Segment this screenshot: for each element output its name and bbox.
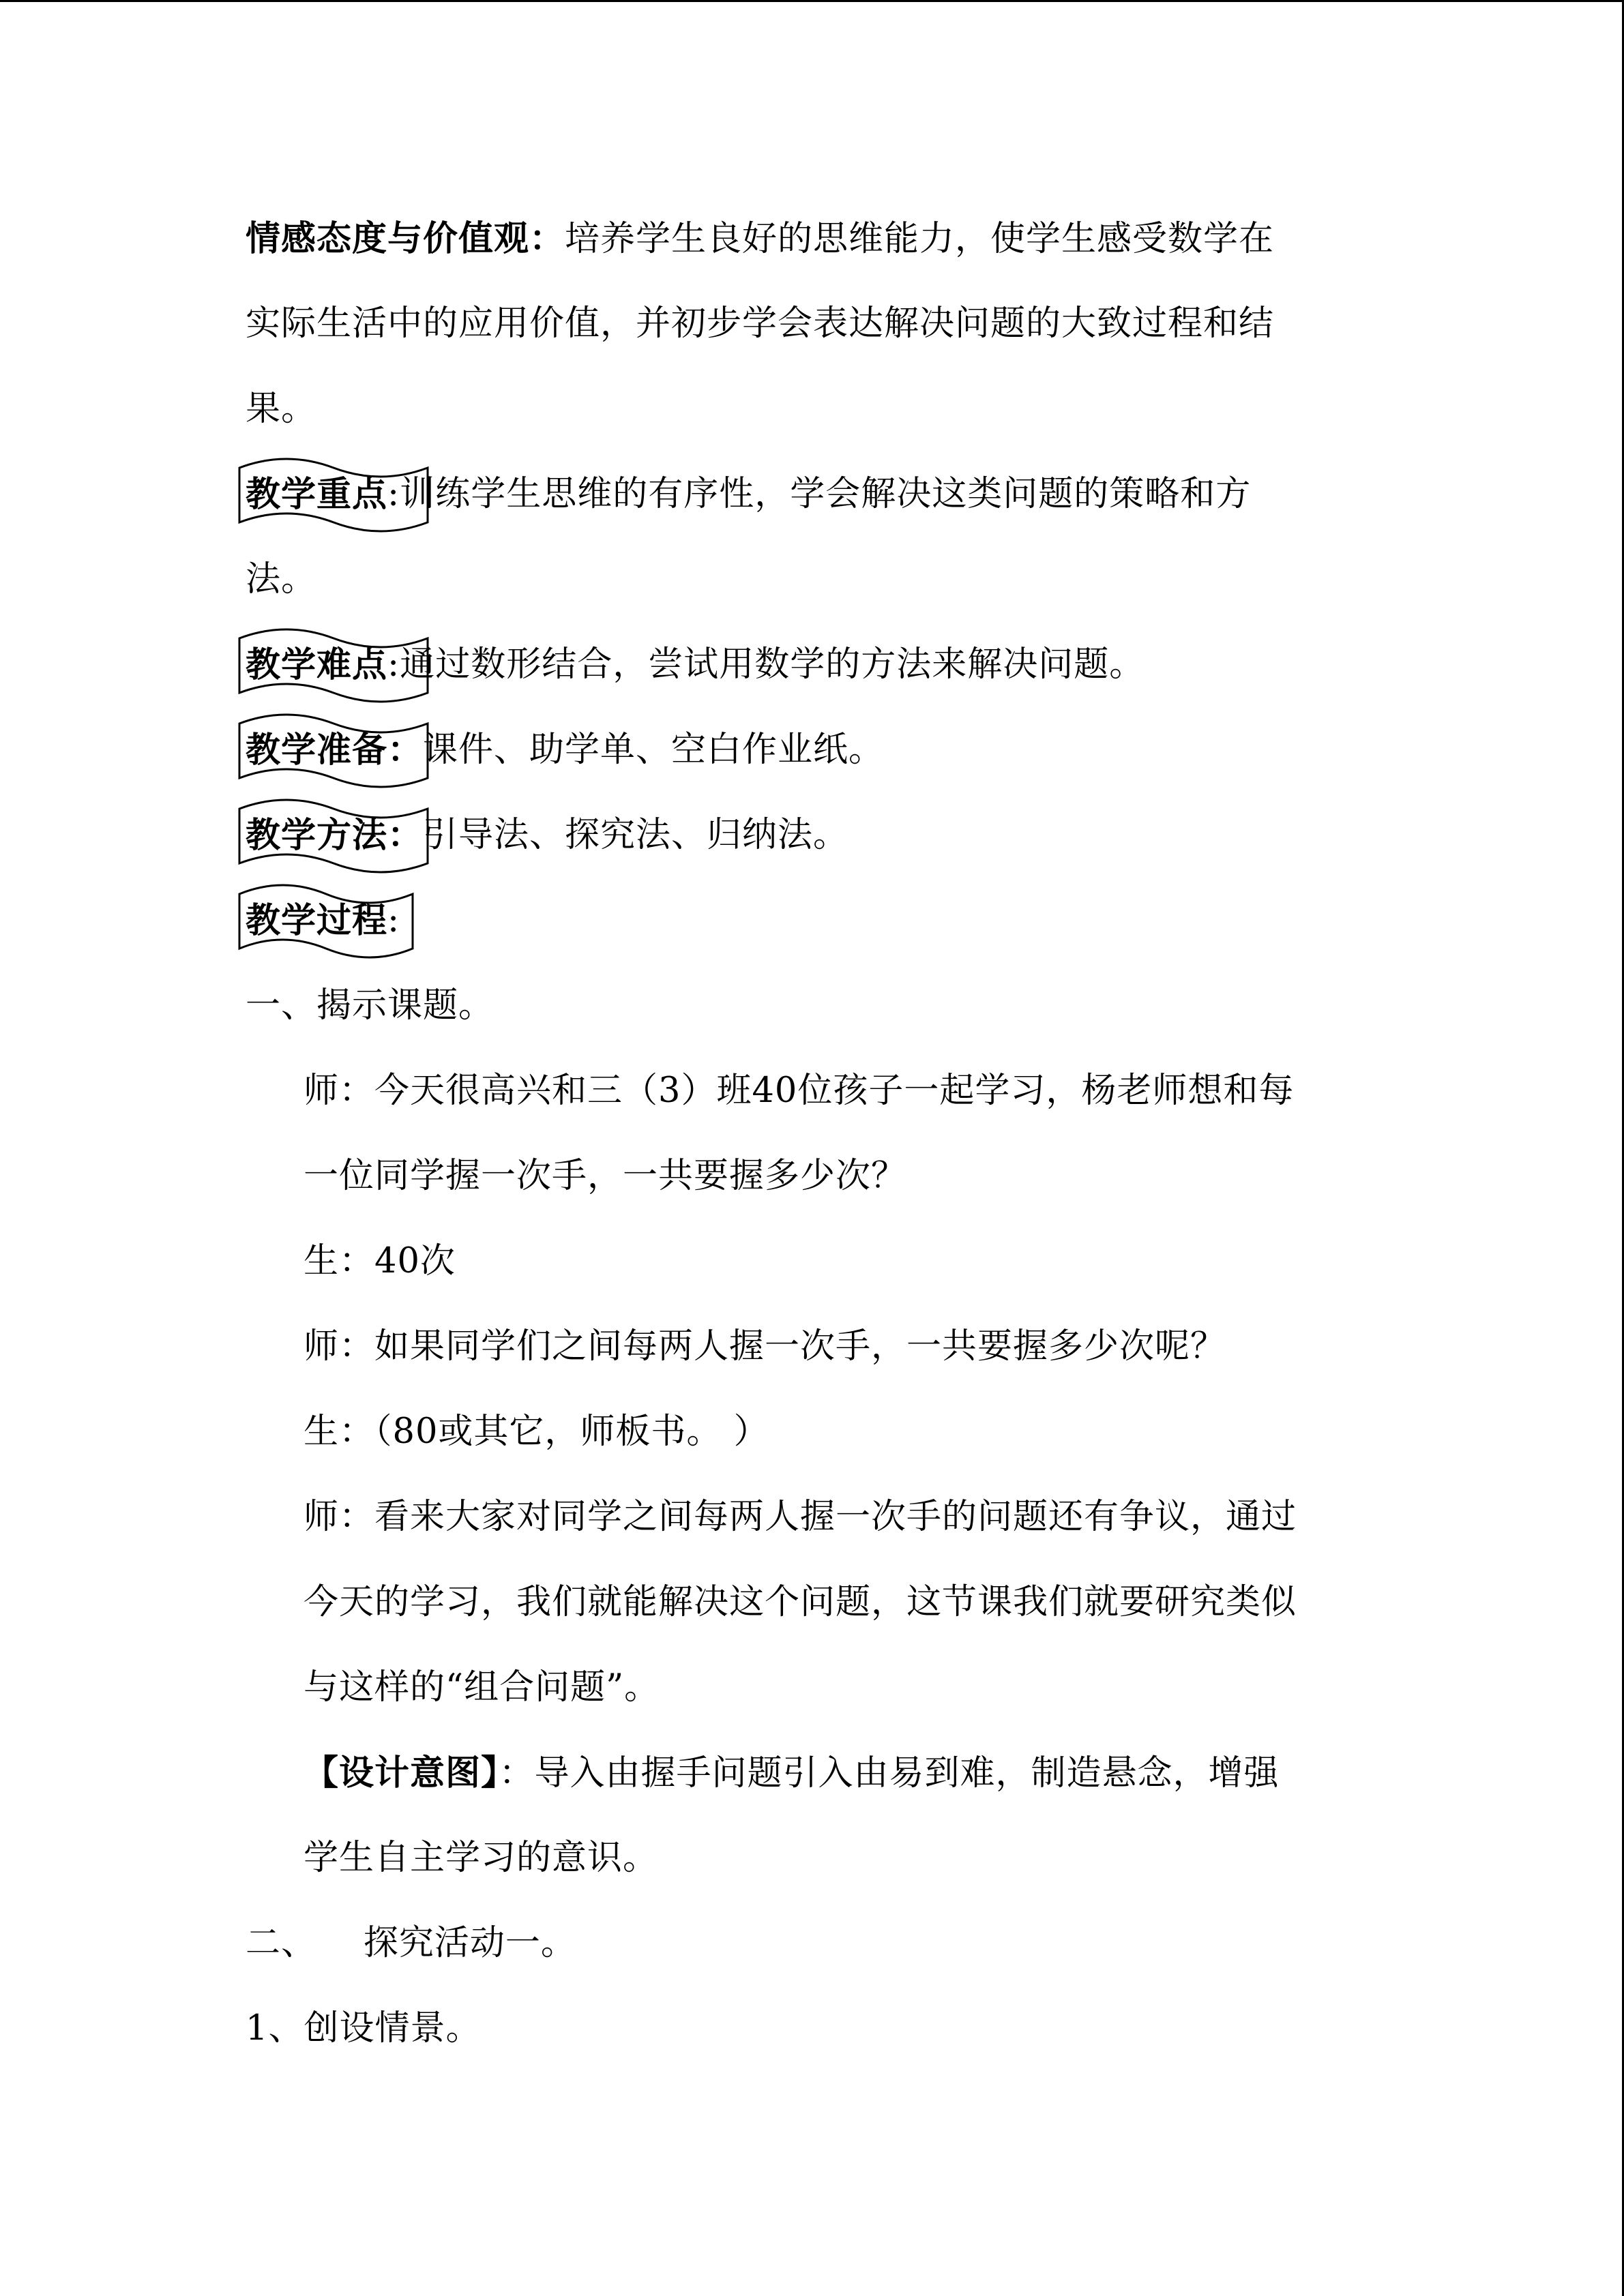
- student-line-2: 生：（80或其它，师板书。 ）: [304, 1412, 769, 1452]
- design-intent-label: 【设计意图】: [304, 1753, 499, 1793]
- key-point-line-2: 法。: [246, 559, 317, 599]
- key-point-line-1: [246, 471, 1251, 518]
- method-banner: [246, 811, 423, 860]
- teacher-line-3a: 师：看来大家对同学之间每两人握一次手的问题还有争议，通过: [304, 1497, 1297, 1537]
- emotion-label: 情感态度与价值观：: [246, 218, 565, 259]
- process-banner: [246, 897, 387, 945]
- teacher-line-3c: 与这样的“组合问题”。: [304, 1667, 660, 1708]
- preparation-text: 课件、助学单、空白作业纸。: [423, 730, 885, 770]
- method-line: [246, 811, 848, 859]
- teacher-line-2: 师：如果同学们之间每两人握一次手，一共要握多少次呢？: [304, 1326, 1226, 1367]
- design-intent-text: ：导入由握手问题引入由易到难，制造悬念，增强: [499, 1753, 1280, 1793]
- preparation-banner: [246, 726, 423, 775]
- process-label: 教学过程: [246, 899, 388, 941]
- teacher-line-1a: 师：今天很高兴和三（3）班40位孩子一起学习，杨老师想和每: [304, 1071, 1295, 1111]
- key-point-banner: [246, 471, 387, 519]
- key-point-label: 教学重点: [246, 473, 388, 515]
- process-line: [246, 897, 400, 944]
- teacher-line-1b: 一位同学握一次手，一共要握多少次？: [304, 1156, 907, 1196]
- teacher-line-3b: 今天的学习，我们就能解决这个问题，这节课我们就要研究类似: [304, 1582, 1297, 1622]
- emotion-line-3: 果。: [246, 389, 317, 429]
- section2-subheading: 1、创设情景。: [246, 2008, 482, 2048]
- section2-heading: 二、 探究活动一。: [246, 1923, 576, 1963]
- emotion-line-2: 实际生活中的应用价值，并初步学会表达解决问题的大致过程和结: [246, 303, 1275, 344]
- key-point-text: :训练学生思维的有序性，学会解决这类问题的策略和方: [387, 474, 1252, 514]
- student-line-1: 生：40次: [304, 1241, 456, 1281]
- difficulty-text: :通过数形结合，尝试用数学的方法来解决问题。: [387, 644, 1145, 685]
- method-label: 教学方法：: [246, 814, 424, 856]
- design-intent-line-1: [304, 1749, 1280, 1797]
- preparation-label: 教学准备：: [246, 729, 424, 771]
- process-colon: :: [387, 900, 400, 940]
- emotion-text-1: 培养学生良好的思维能力，使学生感受数学在: [565, 219, 1275, 259]
- difficulty-line: [246, 641, 1145, 689]
- section1-heading: 一、揭示课题。: [246, 985, 494, 1026]
- emotion-line-1: [246, 215, 1274, 263]
- difficulty-banner: [246, 641, 387, 689]
- preparation-line: [246, 726, 884, 774]
- design-intent-line-2: 学生自主学习的意识。: [304, 1838, 659, 1878]
- method-text: 引导法、探究法、归纳法。: [423, 815, 849, 855]
- difficulty-label: 教学难点: [246, 644, 388, 685]
